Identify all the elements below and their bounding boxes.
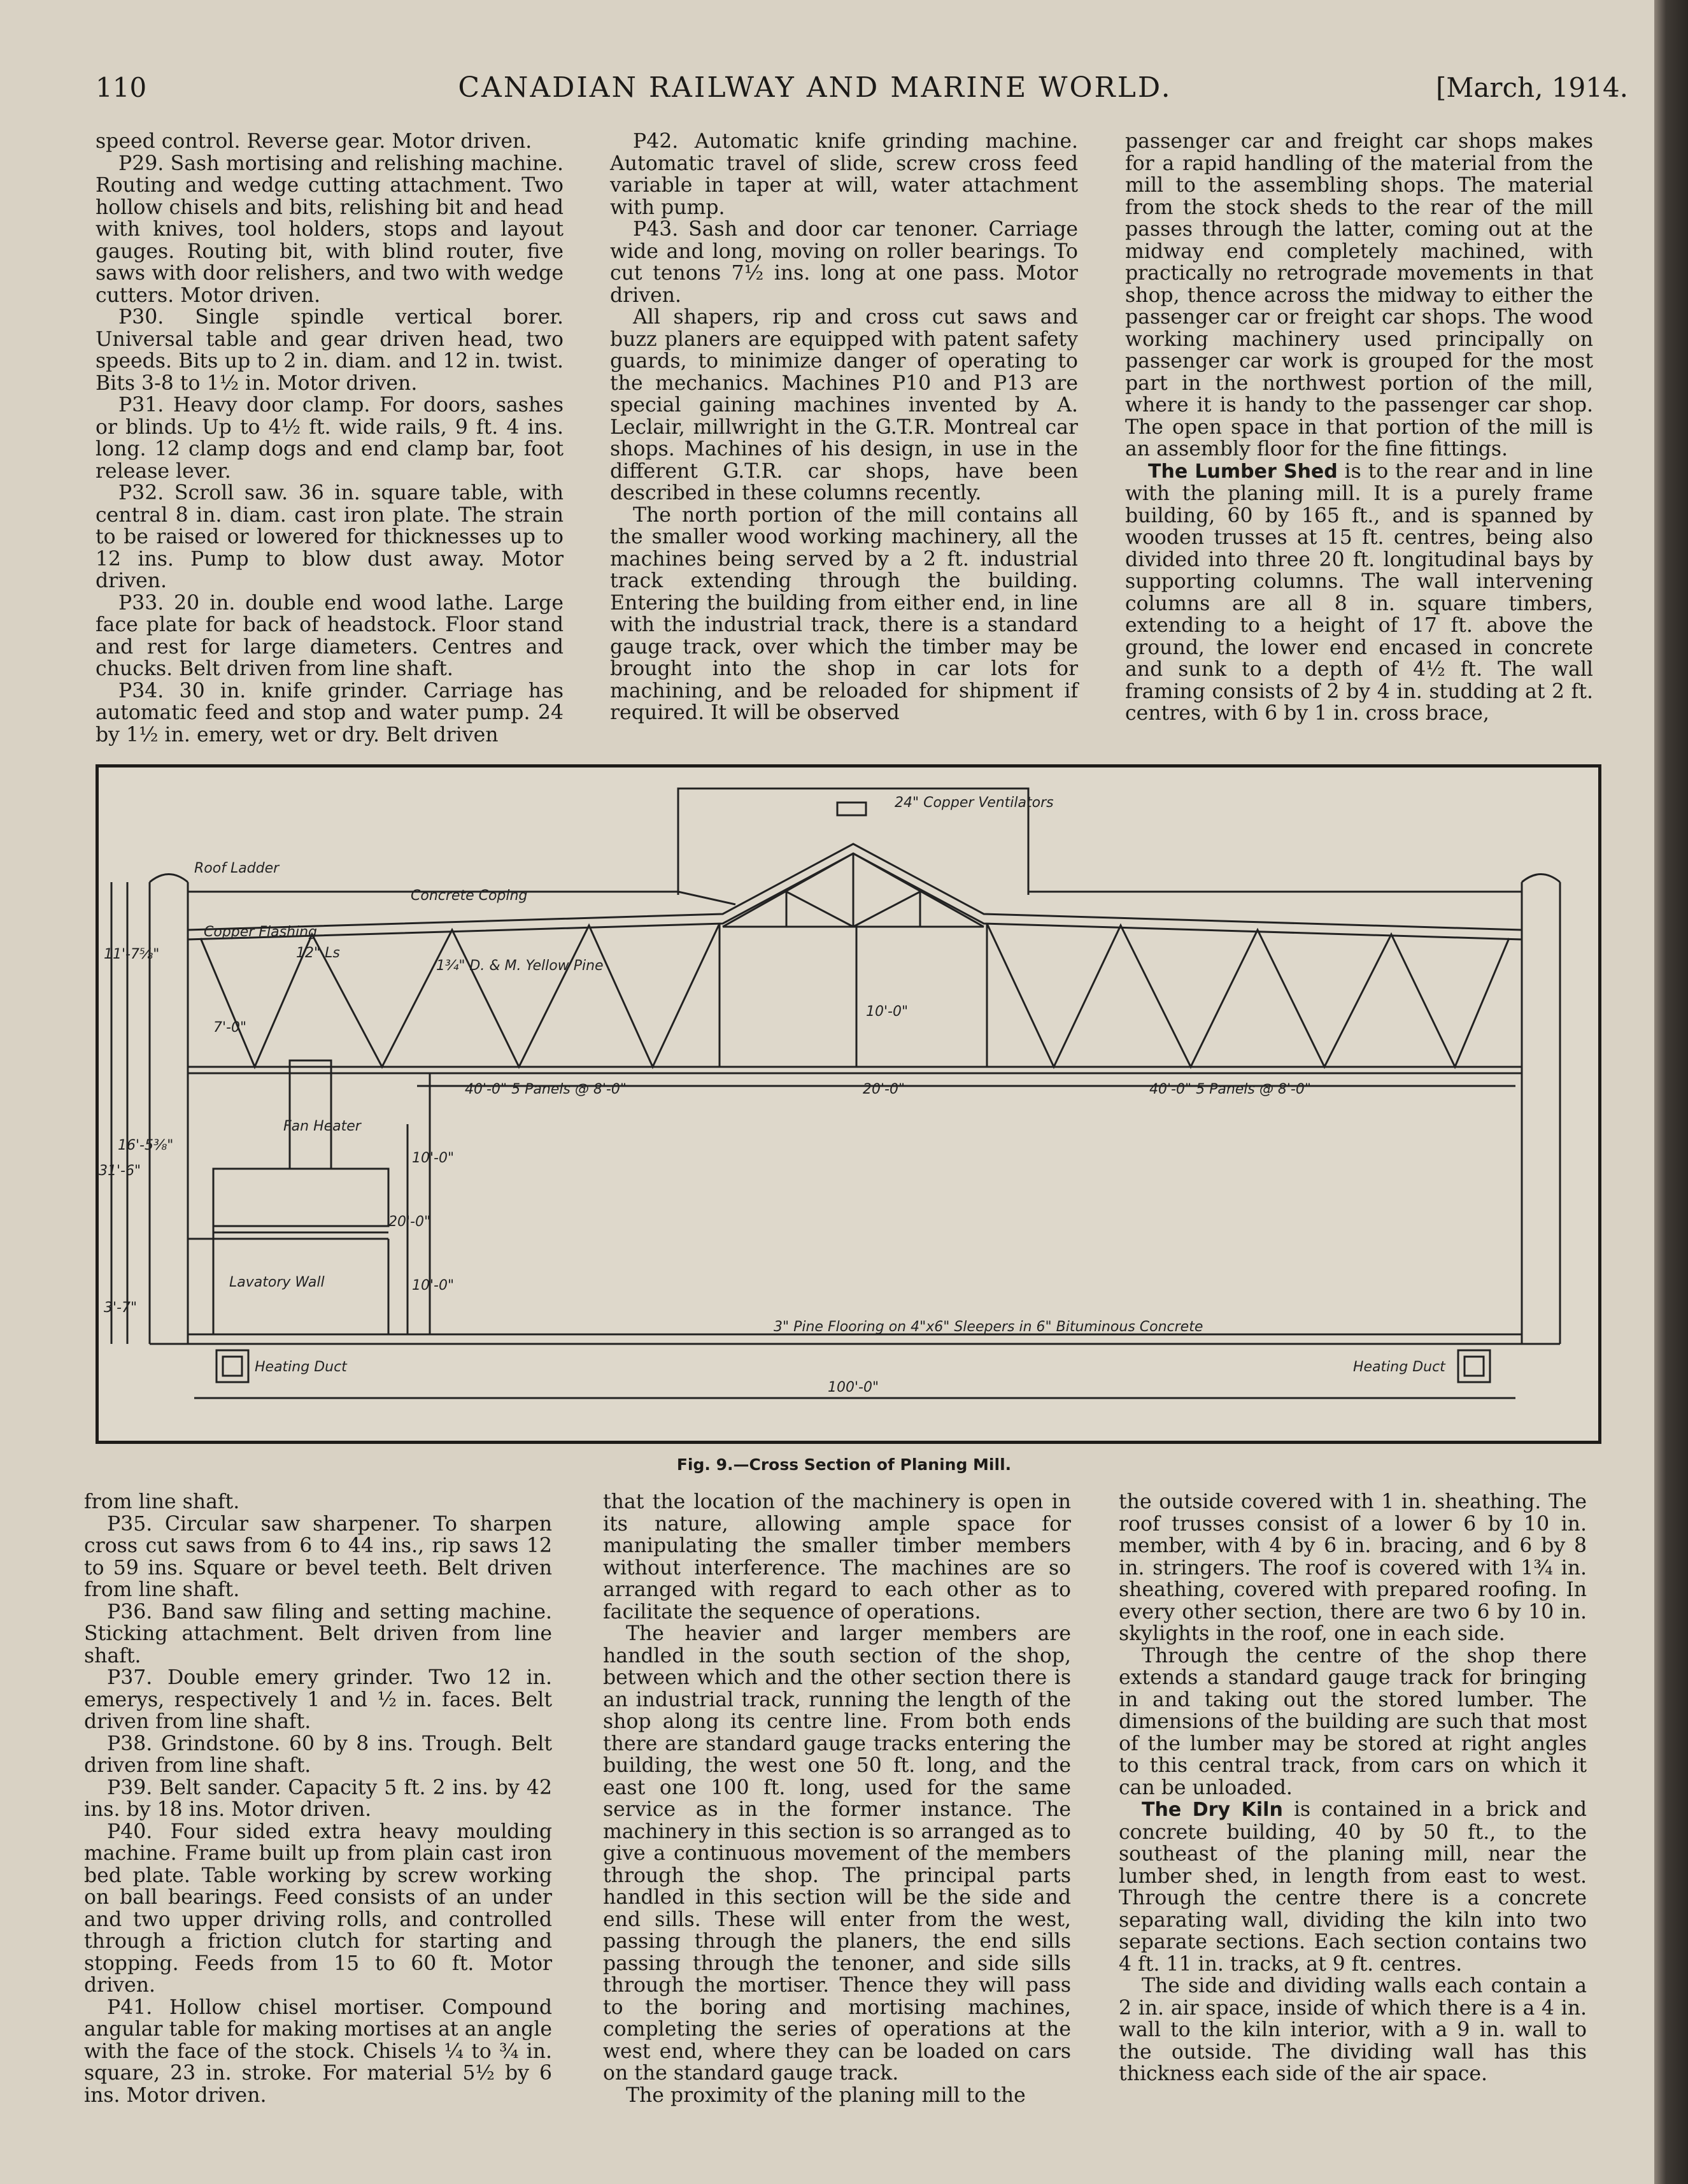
cross-section-drawing xyxy=(99,767,1598,1441)
label-dim-b: 31'-6" xyxy=(99,1163,141,1179)
paragraph: The proximity of the planing mill to the xyxy=(626,2083,1026,2107)
label-dim-d: 3'-7" xyxy=(104,1300,138,1316)
label-concrete-coping: Concrete Coping xyxy=(411,888,528,904)
label-copper-flashing: Copper Flashing xyxy=(204,924,317,940)
paragraph: P38. Grindstone. 60 by 8 ins. Trough. Belt driven from line shaft. xyxy=(84,1732,552,1777)
paragraph: passenger car and freight car shops makes for a rapid handling of the material from the mill to the assembling shops. The material from the stock sheds to the rear of the mill passes through the latter, coming out at the midway end completely machined, with practically no retrograde movements in that shop, thence across the midway to either the passenger car or freight car shops. The wood working machinery used principally on passenger car work is grouped for the most part in the northwest portion of the mill, where it is handy to the passenger car shop. The open space in that portion of the mill is an assembly floor for the fine fittings. xyxy=(1125,130,1593,460)
paragraph-text: is to the rear and in line with the planing mill. It is a purely frame building, 60 by 165 ft., and is spanned by wooden trusses at 15 ft. centres, being also divided into three 20 ft. longitudinal bays by supporting columns. The wall intervening columns are all 8 in. square timbers, extending to a height of 17 ft. above the ground, the lower end encased in concrete and sunk to a depth of 4½ ft. The wall framing consists of 2 by 4 in. studding at 2 ft. centres, with 6 by 1 in. cross brace, xyxy=(1125,459,1593,725)
label-left-rise: 7'-0" xyxy=(213,1020,247,1036)
label-flooring: 3" Pine Flooring on 4"x6" Sleepers in 6" Bituminous Concrete xyxy=(774,1319,1203,1335)
text-column-4 xyxy=(84,1491,552,2106)
paragraph: P31. Heavy door clamp. For doors, sashes or blinds. Up to 4½ ft. wide rails, 9 ft. 4 ins. long. 12 clamp dogs and end clamp bar, foot release lever. xyxy=(96,394,564,483)
label-fan-heater: Fan Heater xyxy=(283,1118,361,1134)
paragraph: P41. Hollow chisel mortiser. Compound angular table for making mortises at an angle with the face of the stock. Chisels ¼ to ¾ in. square, 23 in. stroke. For material 5½ by 6 ins. Motor driven. xyxy=(84,1995,552,2107)
paragraph: the outside covered with 1 in. sheathing. The roof trusses consist of a lower 6 by 10 in. member, with 4 by 6 in. bracing, and 6 by 8 in. stringers. The roof is covered with 1¾ in. sheathing, covered with prepared roofing. In every other section, there are two 6 by 10 in. skylights in the roof, one in each side. xyxy=(1119,1490,1587,1645)
paragraph: P37. Double emery grinder. Two 12 in. emerys, respectively 1 and ½ in. faces. Belt driven from line shaft. xyxy=(84,1666,552,1733)
label-dim-g: 10'-0" xyxy=(412,1278,455,1294)
section-heading: The Lumber Shed xyxy=(1148,460,1338,483)
label-dim-c: 16'-5⅜" xyxy=(118,1138,174,1153)
label-center-span: 20'-0" xyxy=(863,1081,905,1097)
paragraph: P42. Automatic knife grinding machine. Automatic travel of slide, screw cross feed variable in taper at will, water attachment with pump. xyxy=(610,130,1078,219)
label-overall-width: 100'-0" xyxy=(828,1380,879,1395)
page-number: 110 xyxy=(96,72,147,103)
label-dim-a: 11'-7⅝" xyxy=(104,946,160,962)
paragraph: Through the centre of the shop there extends a standard gauge track for bringing in and taking out the stored lumber. The dimensions of the building are such that most of the lumber may be stored at right angles to this central track, from cars on which it can be unloaded. xyxy=(1119,1644,1587,1799)
journal-title: CANADIAN RAILWAY AND MARINE WORLD. xyxy=(458,71,1172,104)
paragraph xyxy=(1119,1799,1587,1975)
label-panels-left: 40'-0" 5 Panels @ 8'-0" xyxy=(465,1081,627,1097)
text-column-2 xyxy=(610,131,1078,724)
label-ls: 12" Ls xyxy=(296,945,340,961)
label-dim-f: 20'-0" xyxy=(388,1214,431,1230)
paragraph: P34. 30 in. knife grinder. Carriage has automatic feed and stop and water pump. 24 by 1½ in. emery, wet or dry. Belt driven xyxy=(96,679,564,746)
paragraph-text: is contained in a brick and concrete building, 40 by 50 ft., to the southeast of the planing mill, near the lumber shed, in length from east to west. Through the centre there is a concrete separating wall, dividing the kiln into two separate sections. Each section contains two 4 ft. 11 in. tracks, at 9 ft. centres. xyxy=(1119,1798,1587,1976)
paragraph: The north portion of the mill contains all the smaller wood working machinery, all the machines being served by a 2 ft. industrial track extending through the building. Entering the building from either end, in line with the industrial track, there is a standard gauge track, over which the timber may be brought into the shop in car lots for machining, and be reloaded for shipment if required. It will be observed xyxy=(610,503,1078,724)
paragraph: P32. Scroll saw. 36 in. square table, with central 8 in. diam. cast iron plate. The strain to be raised or lowered for thicknesses up to 12 ins. Pump to blow dust away. Motor driven. xyxy=(96,482,564,592)
text-column-5 xyxy=(603,1491,1071,2106)
section-heading: The Dry Kiln xyxy=(1142,1799,1283,1821)
paragraph: P33. 20 in. double end wood lathe. Large face plate for back of headstock. Floor stand and rest for large diameters. Centres and chucks. Belt driven from line shaft. xyxy=(96,591,564,680)
issue-date: [March, 1914. xyxy=(1436,72,1629,103)
label-dim-e: 10'-0" xyxy=(412,1150,455,1166)
text-column-1 xyxy=(96,131,564,746)
paragraph: speed control. Reverse gear. Motor driven. xyxy=(96,130,532,153)
text-column-3 xyxy=(1125,131,1593,725)
paragraph: P36. Band saw filing and setting machine. Sticking attachment. Belt driven from line shaft. xyxy=(84,1600,552,1667)
cross-section-figure xyxy=(96,764,1601,1444)
paragraph: P29. Sash mortising and relishing machine. Routing and wedge cutting attachment. Two hollow chisels and bits, relishing bit and head with knives, tool holders, stops and layout gauges. Routing bit, with blind router, five saws with door relishers, and two with wedge cutters. Motor driven. xyxy=(96,152,564,307)
paragraph xyxy=(1125,460,1593,725)
label-heating-duct-right: Heating Duct xyxy=(1353,1359,1445,1375)
label-panels-right: 40'-0" 5 Panels @ 8'-0" xyxy=(1149,1081,1311,1097)
paragraph: that the location of the machinery is open in its nature, allowing ample space for manipulating the smaller timber members without interference. The machines are so arranged with regard to each other as to facilitate the sequence of operations. xyxy=(603,1490,1071,1624)
paragraph: P40. Four sided extra heavy moulding machine. Frame built up from plain cast iron bed plate. Table working by screw working on ball bearings. Feed consists of an under and two upper driving rolls, and controlled through a friction clutch for starting and stopping. Feeds from 15 to 60 ft. Motor driven. xyxy=(84,1820,552,1997)
label-lavatory-wall: Lavatory Wall xyxy=(229,1274,325,1290)
paragraph: The side and dividing walls each contain a 2 in. air space, inside of which there is a 4 in. wall to the kiln interior, with a 9 in. wall to the outside. The dividing wall has this thickness each side of the air space. xyxy=(1119,1974,1587,2085)
label-heating-duct-left: Heating Duct xyxy=(255,1359,347,1375)
text-column-6 xyxy=(1119,1491,1587,2085)
paragraph: P39. Belt sander. Capacity 5 ft. 2 ins. by 42 ins. by 18 ins. Motor driven. xyxy=(84,1776,552,1821)
label-truss-height: 10'-0" xyxy=(866,1004,909,1020)
paragraph: P35. Circular saw sharpener. To sharpen cross cut saws from 6 to 44 ins., rip saws 12 to 59 ins. Square or bevel teeth. Belt driven from line shaft. xyxy=(84,1512,552,1601)
label-roof-ladder: Roof Ladder xyxy=(194,860,280,876)
book-spine-shadow xyxy=(1654,0,1688,2184)
label-yellow-pine: 1¾" D. & M. Yellow Pine xyxy=(436,958,604,974)
label-ventilators: 24" Copper Ventilators xyxy=(895,795,1054,811)
paragraph: from line shaft. xyxy=(84,1490,240,1513)
figure-caption: Fig. 9.—Cross Section of Planing Mill. xyxy=(676,1455,1012,1474)
paragraph: All shapers, rip and cross cut saws and buzz planers are equipped with patent safety guards, to minimize danger of operating to the mechanics. Machines P10 and P13 are special gaining machines invented by A. Leclair, millwright in the G.T.R. Montreal car shops. Machines of his design, in use in the different G.T.R. car shops, have been described in these columns recently. xyxy=(610,306,1078,504)
paragraph: P43. Sash and door car tenoner. Carriage wide and long, moving on roller bearings. To cut tenons 7½ ins. long at one pass. Motor driven. xyxy=(610,218,1078,307)
paragraph: The heavier and larger members are handled in the south section of the shop, between which and the other section there is an industrial track, running the length of the shop along its centre line. From both ends there are standard gauge tracks entering the building, the west one 50 ft. long, and the east one 100 ft. long, used for the same service as in the former instance. The machinery in this section is so arranged as to give a continuous movement of the members through the shop. The principal parts handled in this section will be the side and end sills. These will enter from the west, passing through the planers, the end sills passing through the tenoner, and side sills through the mortiser. Thence they will pass to the boring and mortising machines, completing the series of operations at the west end, where they can be loaded on cars on the standard gauge track. xyxy=(603,1622,1071,2085)
paragraph: P30. Single spindle vertical borer. Universal table and gear driven head, two speeds. Bits up to 2 in. diam. and 12 in. twist. Bits 3-8 to 1½ in. Motor driven. xyxy=(96,306,564,395)
